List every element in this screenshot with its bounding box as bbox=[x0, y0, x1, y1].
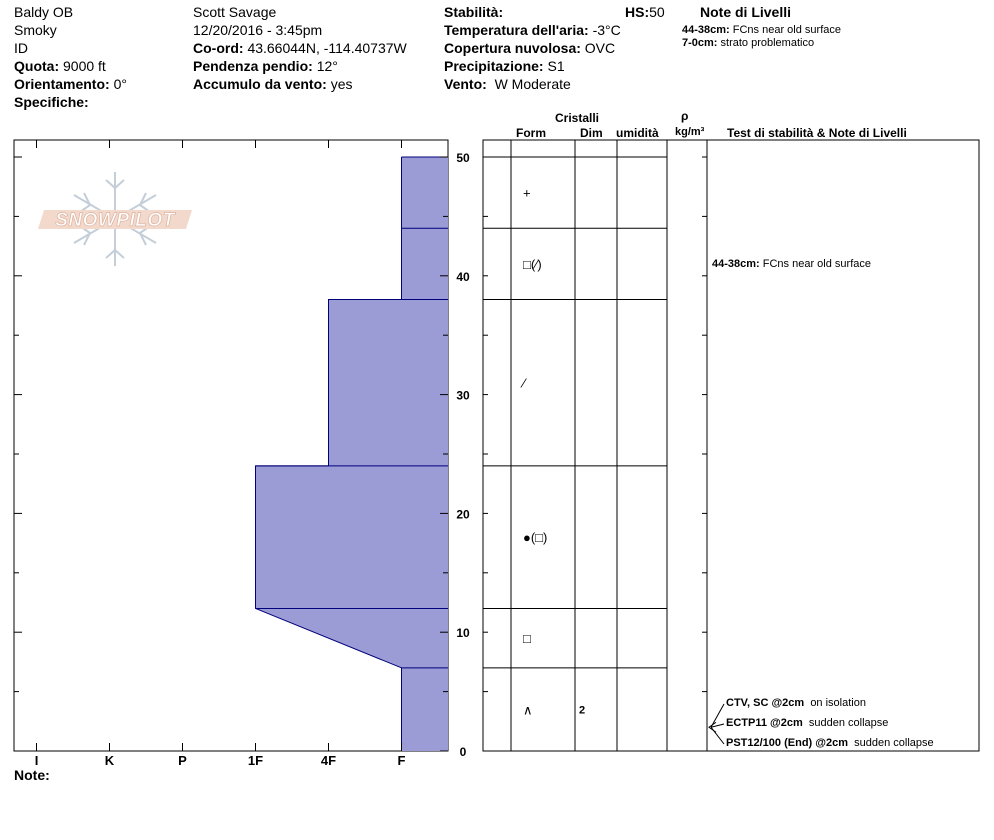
x-tick-label: I bbox=[34, 753, 39, 768]
datetime: 12/20/2016 - 3:45pm bbox=[193, 22, 323, 38]
y-tick-label: 20 bbox=[456, 507, 470, 522]
layer-note-1-text: FCns near old surface bbox=[732, 24, 841, 36]
wind-loading-label: Accumulo da vento: bbox=[193, 76, 327, 92]
test-3-name: PST12/100 (End) @2cm bbox=[726, 737, 848, 749]
x-tick-label: F bbox=[397, 753, 406, 768]
location: Baldy OB bbox=[14, 4, 74, 20]
y-tick-label: 30 bbox=[456, 388, 470, 403]
density-unit: kg/m³ bbox=[675, 126, 705, 138]
tests-header: Test di stabilità & Note di Livelli bbox=[727, 126, 907, 140]
x-tick-label: 4F bbox=[320, 753, 337, 768]
test-arrows bbox=[709, 704, 724, 744]
layer-note-2-text: strato problematico bbox=[720, 37, 815, 49]
elevation-value: 9000 ft bbox=[63, 58, 106, 74]
form-header: Form bbox=[516, 126, 546, 140]
x-tick-label: 1F bbox=[247, 753, 264, 768]
y-tick-label: 40 bbox=[456, 269, 470, 284]
hs-value: 50 bbox=[649, 4, 665, 20]
grain-form: □ bbox=[523, 631, 531, 647]
aspect-value: 0° bbox=[113, 76, 127, 92]
grain-form: ●(□) bbox=[523, 530, 548, 546]
coord-value: 43.66044N, -114.40737W bbox=[247, 40, 407, 56]
grain-form: + bbox=[523, 185, 531, 201]
test-1-name: CTV, SC @2cm bbox=[726, 697, 805, 709]
range: Smoky bbox=[14, 22, 57, 38]
grain-size: 2 bbox=[579, 704, 586, 717]
panel-layer-note bbox=[712, 258, 871, 271]
test-2 bbox=[726, 717, 888, 730]
y-tick-label: 10 bbox=[456, 626, 470, 641]
test-1-result: on isolation bbox=[810, 697, 866, 709]
slope-value: 12° bbox=[316, 58, 338, 74]
x-tick-label: P bbox=[178, 753, 187, 768]
cloud-value: OVC bbox=[584, 40, 616, 56]
test-1 bbox=[726, 697, 866, 710]
grain-form: □(⁄) bbox=[523, 256, 542, 272]
size-header: Dim bbox=[580, 126, 603, 140]
logo-text: SNOWPILOT bbox=[55, 210, 175, 231]
crystals-header: Cristalli bbox=[555, 111, 600, 125]
layer-table-frame bbox=[483, 140, 979, 751]
grain-form: ∧ bbox=[523, 702, 533, 718]
test-3-result: sudden collapse bbox=[854, 737, 934, 749]
elevation-label: Quota: bbox=[14, 58, 60, 74]
y-tick-label: 50 bbox=[456, 151, 470, 165]
coord-label: Co-ord: bbox=[193, 40, 244, 56]
hs-label: HS: bbox=[625, 4, 650, 20]
stability-label: Stabilità: bbox=[444, 4, 504, 20]
air-temp-label: Temperatura dell'aria: bbox=[444, 22, 589, 38]
grain-form: ⁄ bbox=[523, 375, 526, 391]
cloud-label: Copertura nuvolosa: bbox=[444, 40, 581, 56]
precip-value: S1 bbox=[547, 58, 565, 74]
test-2-name: ECTP11 @2cm bbox=[726, 717, 803, 729]
hardness-profile-fill bbox=[256, 157, 449, 751]
specifics-label: Specifiche: bbox=[14, 94, 89, 110]
test-3 bbox=[726, 737, 934, 750]
y-tick-label: 0 bbox=[459, 745, 467, 759]
layer-note-2-range: 7-0cm: bbox=[682, 37, 718, 49]
panel-layer-note-range: 44-38cm: bbox=[712, 257, 760, 270]
slope-label: Pendenza pendio: bbox=[193, 58, 313, 74]
air-temp-value: -3°C bbox=[592, 22, 621, 38]
test-2-result: sudden collapse bbox=[808, 717, 889, 729]
wind-value: W Moderate bbox=[494, 76, 571, 92]
wind-loading-value: yes bbox=[330, 76, 353, 92]
snowpilot-logo bbox=[38, 172, 192, 266]
aspect-label: Orientamento: bbox=[14, 76, 110, 92]
x-tick-label: K bbox=[104, 753, 115, 768]
note-label: Note: bbox=[14, 767, 50, 783]
id-label: ID bbox=[14, 40, 28, 56]
density-symbol: ρ bbox=[681, 109, 689, 123]
test-arrow bbox=[711, 704, 724, 727]
precip-label: Precipitazione: bbox=[444, 58, 544, 74]
layer-notes-title: Note di Livelli bbox=[700, 4, 792, 20]
wind-label: Vento: bbox=[444, 76, 487, 92]
panel-layer-note-text: FCns near old surface bbox=[762, 257, 871, 270]
moisture-header: umidità bbox=[616, 126, 659, 140]
layer-note-1-range: 44-38cm: bbox=[682, 24, 730, 36]
observer: Scott Savage bbox=[193, 4, 277, 20]
